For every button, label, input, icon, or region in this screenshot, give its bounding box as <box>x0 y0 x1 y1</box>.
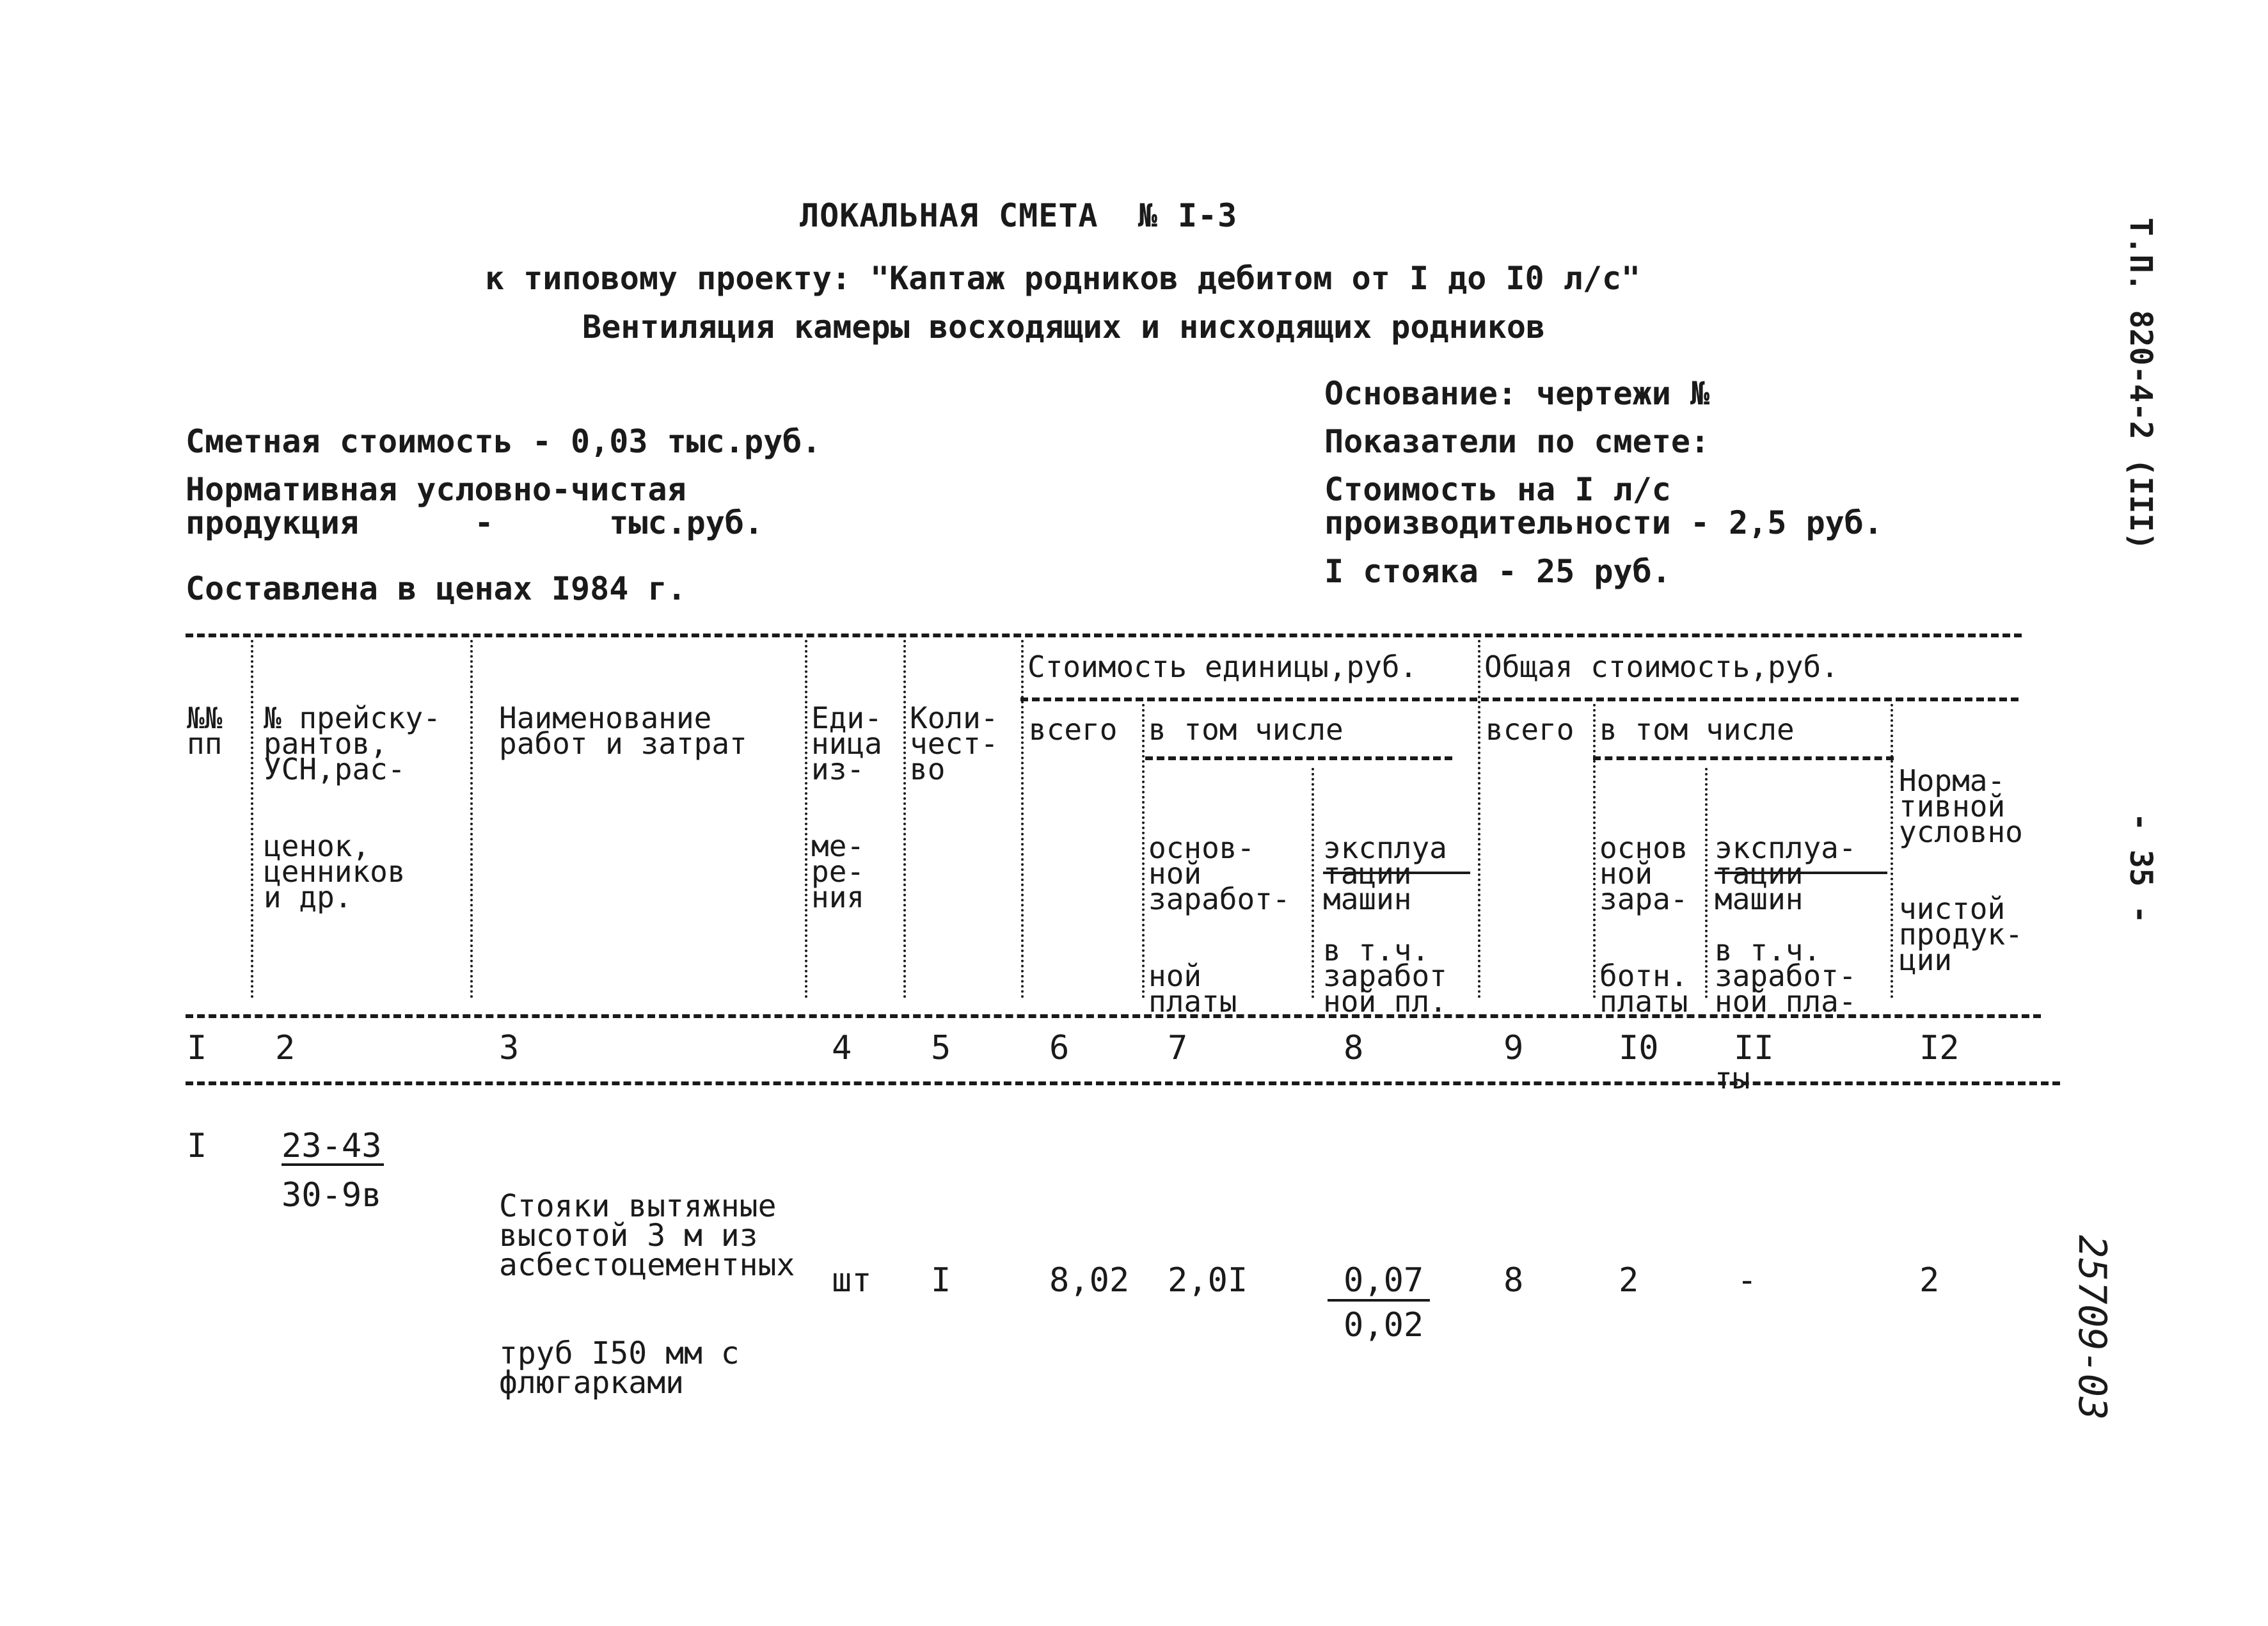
col6-header: всего <box>1029 712 1118 747</box>
unit-cost-wage: 2,0I <box>1168 1261 1248 1300</box>
col11-header: эксплуа- тации машин <box>1715 831 1857 916</box>
basis-drawings: Основание: чертежи № <box>1324 375 1710 412</box>
table-top-rule <box>186 634 2022 637</box>
col1-header: №№ пп <box>187 701 223 761</box>
estimate-indicators: Показатели по смете: <box>1324 423 1710 460</box>
col11-underline <box>1715 872 1887 874</box>
total-cost-group-header: Общая стоимость,руб. <box>1484 650 1839 684</box>
column-number: I0 <box>1619 1029 1659 1067</box>
col8-underline <box>1323 872 1470 874</box>
col10-header: основ ной зара- ботн. платы <box>1599 831 1688 1019</box>
column-number: 9 <box>1503 1029 1524 1067</box>
column-number: 8 <box>1344 1029 1364 1067</box>
price-basis: Составлена в ценах I984 г. <box>186 570 686 607</box>
side-page-number: - 35 - <box>2123 813 2159 924</box>
cost-per-unit-line2: производительности - 2,5 руб. <box>1324 504 1883 541</box>
unit-cost-machines-wage: 0,02 <box>1344 1306 1424 1344</box>
side-project-code: Т.П. 820-4-2 (III) <box>2123 218 2159 551</box>
unit-subgroup-rule <box>1145 756 1452 760</box>
col-divider-5 <box>1021 640 1024 998</box>
section-subtitle: Вентиляция камеры восходящих и нисходящих родников <box>582 308 1546 346</box>
work-name: Стояки вытяжные высотой 3 м из асбестоцементных труб I50 мм с флюгарками <box>499 1188 795 1401</box>
cost-per-unit-line1: Стоимость на I л/с <box>1324 471 1671 508</box>
col7-header: основ- ной заработ- ной платы <box>1148 831 1290 1019</box>
column-number: 4 <box>832 1029 852 1067</box>
col2-header: № прейску- рантов, УСН,рас- ценок, ценников и др. <box>264 701 441 914</box>
col-divider-6 <box>1142 704 1145 998</box>
price-code-top: 23-43 <box>282 1127 382 1165</box>
total-cost: 8 <box>1503 1261 1524 1300</box>
col12-header: Норма- тивной условно чистой продук- ции <box>1899 763 2023 977</box>
column-number: 7 <box>1168 1029 1188 1067</box>
document-title: ЛОКАЛЬНАЯ СМЕТА № I-3 <box>800 197 1238 234</box>
col-divider-2 <box>470 640 473 998</box>
price-code-bottom: 30-9в <box>282 1176 382 1215</box>
unit-machines-divider <box>1328 1299 1430 1302</box>
column-number: 3 <box>499 1029 519 1067</box>
unit-cost-group-header: Стоимость единицы,руб. <box>1027 650 1418 684</box>
estimate-cost: Сметная стоимость - 0,03 тыс.руб. <box>186 423 821 460</box>
norm-product-line1: Нормативная условно-чистая <box>186 471 686 508</box>
project-subtitle: к типовому проекту: "Каптаж родников дебитом от I до I0 л/с" <box>485 260 1641 297</box>
column-number: 6 <box>1049 1029 1070 1067</box>
col-divider-8 <box>1478 640 1480 998</box>
norm-net-product: 2 <box>1919 1261 1940 1300</box>
unit-cost-machines: 0,07 <box>1344 1261 1424 1300</box>
unit-of-measure: шт <box>832 1261 872 1300</box>
total-cost-machines: - <box>1737 1261 1757 1300</box>
cost-per-riser: I стояка - 25 руб. <box>1324 553 1671 590</box>
column-number: 2 <box>275 1029 296 1067</box>
col7-group-header: в том числе <box>1148 712 1344 747</box>
price-code-divider <box>282 1163 384 1166</box>
col-divider-3 <box>805 640 807 998</box>
col10-group-header: в том числе <box>1599 712 1795 747</box>
col-divider-1 <box>251 640 253 998</box>
norm-product-line2: продукция - тыс.руб. <box>186 504 764 541</box>
unit-cost-rule <box>1020 697 2018 701</box>
col11b-header: в т.ч. заработ- ной пла- ты <box>1715 933 1857 1096</box>
col8-header: эксплуа тации машин <box>1323 831 1447 916</box>
unit-cost-total: 8,02 <box>1049 1261 1130 1300</box>
col-divider-9 <box>1593 704 1596 998</box>
column-number: II <box>1734 1029 1774 1067</box>
total-cost-wage: 2 <box>1619 1261 1639 1300</box>
col-divider-11 <box>1891 704 1893 998</box>
column-number: I <box>187 1029 207 1067</box>
col9-header: всего <box>1486 712 1574 747</box>
col4-header: Еди- ница из- ме- ре- ния <box>811 701 882 914</box>
col-divider-4 <box>903 640 906 998</box>
col8b-header: в т.ч. заработ ной пл. <box>1323 933 1447 1019</box>
col3-header: Наименование работ и затрат <box>499 701 747 761</box>
row-number: I <box>187 1127 207 1165</box>
col-divider-7 <box>1312 768 1314 998</box>
column-number: 5 <box>931 1029 951 1067</box>
side-doc-number: 25709-03 <box>2070 1235 2114 1420</box>
col-divider-10 <box>1705 768 1708 998</box>
column-number: I2 <box>1919 1029 1960 1067</box>
quantity: I <box>931 1261 951 1300</box>
col5-header: Коли- чест- во <box>910 701 999 786</box>
total-subgroup-rule <box>1593 756 1894 760</box>
